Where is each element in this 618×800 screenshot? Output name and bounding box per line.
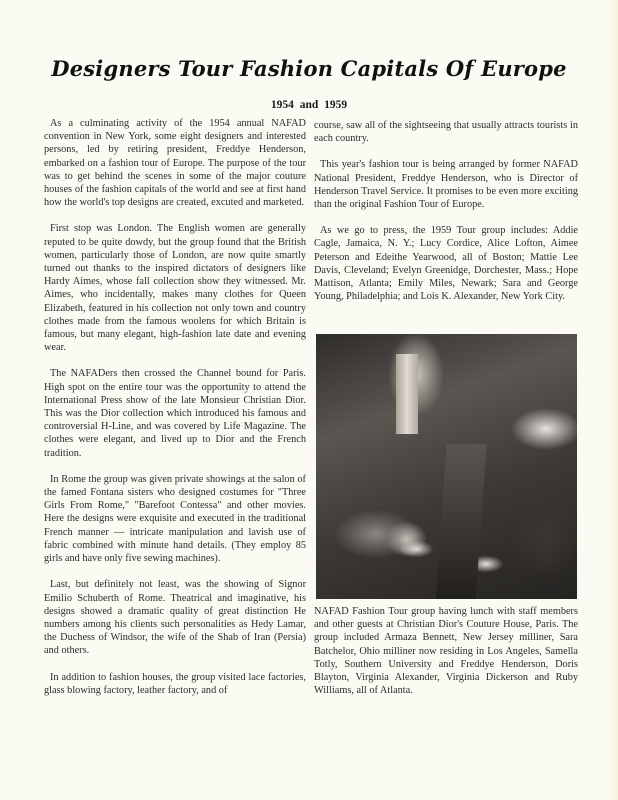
paragraph-paris: The NAFADers then crossed the Channel bound for Paris. High spot on the entire tour was the opportunity to attend the International Press show of the late Monsieur Christian Dior. This was the Dior collection which introduced his famous and controversial H-Line, and was covered by Life Magazine. The clothes were elegant, and lived up to Dior and the French tradition.: [44, 368, 306, 459]
page-title: Designers Tour Fashion Capitals Of Europe: [51, 56, 567, 81]
paragraph-factories: In addition to fashion houses, the group visited lace factories, glass blowing factory, leather factory, and of: [44, 671, 306, 696]
group-lunch-photo: [316, 334, 577, 599]
photo-pillar: [396, 354, 418, 434]
article-left-column: [44, 117, 306, 710]
paragraph-this-year: This year's fashion tour is being arranged by former NAFAD National President, Freddye Henderson, who is Director of Henderson Travel Service. It promises to be even more exciting than the original Fashion Tour of Europe.: [314, 159, 578, 211]
paragraph-tour-group: As we go to press, the 1959 Tour group includes: Addie Cagle, Jamaica, N. Y.; Lucy Cordice, Alice Lofton, Aimee Peterson and Edeithe Yearwood, all of Boston; Mattie Lee Davis, Cleveland; Evelyn Greenidge, Dorchester, Mass.; Hope Mattison, Atlanta; Emily Miles, Newark; Sara and George Young, Philadelphia; and Lois K. Alexander, New York City.: [314, 225, 578, 303]
paragraph-intro: As a culminating activity of the 1954 annual NAFAD convention in New York, some eight designers and interested persons, led by retiring president, Freddye Henderson, embarked on a fashion tour of Europe. The purpose of the tour was to get behind the scenes in some of the major couture houses of the fashion capitals of the world and see at first hand how the world's top designs are created, excuted and marketed.: [44, 118, 306, 209]
photo-caption: NAFAD Fashion Tour group having lunch with staff members and other guests at Christian Dior's Couture House, Paris. The group included Armaza Bennett, New Jersey milliner, Sara Batchelor, Ohio milliner now residing in Los Angeles, Samella Totly, Southern University and Freddye Henderson, Doris Blayton, Virginia Alexander, Virginia Dickerson and Ruby Williams, all of Atlanta.: [314, 606, 578, 697]
article-right-column: [314, 119, 578, 316]
page-subtitle: 1954 and 1959: [270, 99, 348, 111]
page-edge: [606, 0, 618, 800]
paragraph-schuberth: Last, but definitely not least, was the showing of Signor Emilio Schuberth of Rome. Theatrical and imaginative, his designs showed a dramatic quality of great distinction He numbers among his clients such personalities as Hedy Lamar, the Duchess of Windsor, the wife of the Shab of Iran (Persia) and others.: [44, 579, 306, 657]
paragraph-london: First stop was London. The English women are generally reputed to be quite dowdy, but the group found that the British women, particularly those of London, are now quite smartly turned out thanks to the inspired dictators of designers like Hardy Aimes, whose fall collection show they witnessed. Mr. Aimes, who incidentally, makes many clothes for Queen Elizabeth, featured in his collection not only town and country clothes made from the famous woolens for which Britain is famous, but many elegant, high-fashion late date and evening wear.: [44, 223, 306, 354]
photo-dining-table: [435, 444, 486, 599]
paragraph-sightseeing: course, saw all of the sightseeing that usually attracts tourists in each country.: [314, 120, 578, 145]
paragraph-rome: In Rome the group was given private showings at the salon of the famed Fontana sisters who designed costumes for "Three Girls From Rome," "Barefoot Contessa" and other movies. Here the designs were exquisite and executed in the traditional French manner — intricate manipulation and lavish use of fabric combined with minute hand details. (They employ 85 girls and have only five sewing machines).: [44, 473, 306, 565]
